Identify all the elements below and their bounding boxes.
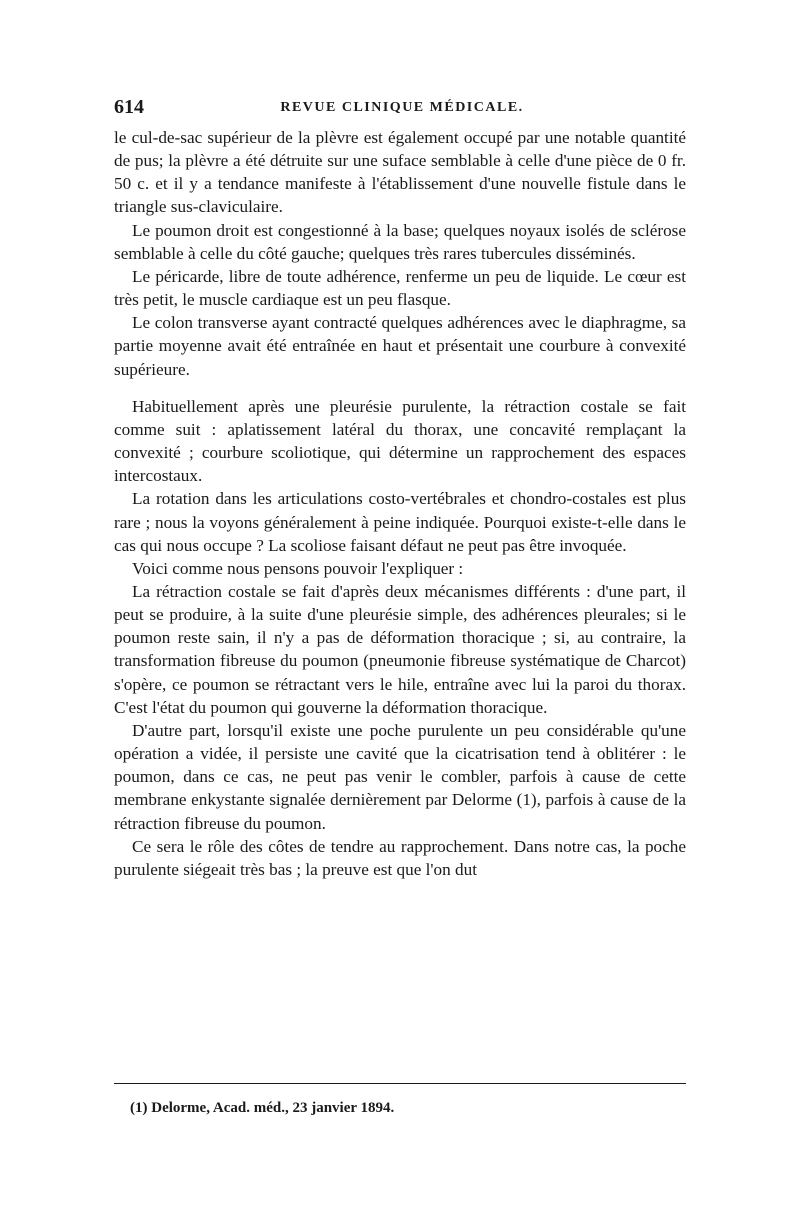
paragraph: D'autre part, lorsqu'il existe une poche purulente un peu considérable qu'une opération a vidée, il persiste une cavité que la cicatrisation tend à oblitérer : le poumon, dans ce cas, ne peut pas venir le combler, parfois à cause de cette membrane enkystante signalée dernièrement par Delorme (1), parfois à cause de la rétraction fibreuse du poumon.	[114, 720, 686, 833]
paragraph: Ce sera le rôle des côtes de tendre au rapprochement. Dans notre cas, la poche purulente siégeait très bas ; la preuve est que l'on dut	[114, 836, 686, 879]
paragraph: Le colon transverse ayant contracté quelques adhérences avec le diaphragme, sa partie moyenne avait été entraînée en haut et présentait une courbure à convexité supérieure.	[114, 313, 686, 379]
page-header	[114, 96, 690, 124]
footnote-divider	[114, 1083, 686, 1084]
body-text	[114, 126, 686, 881]
paragraph: Habituellement après une pleurésie purulente, la rétraction costale se fait comme suit : aplatissement latéral du thorax, une concavité remplaçant la convexité ; courbure scoliotique, qui détermine un rapprochement des espaces intercostaux.	[114, 396, 686, 486]
running-title: REVUE CLINIQUE MÉDICALE.	[280, 100, 524, 115]
paragraph: Le péricarde, libre de toute adhérence, renferme un peu de liquide. Le cœur est très petit, le muscle cardiaque est un peu flasque.	[114, 266, 686, 310]
paragraph: Voici comme nous pensons pouvoir l'expliquer :	[132, 558, 464, 578]
paragraph: La rétraction costale se fait d'après deux mécanismes différents : d'une part, il peut se produire, à la suite d'une pleurésie simple, des adhérences pleurales; si le poumon reste sain, il n'y a pas de déformation thoracique ; si, au contraire, la transformation fibreuse du poumon (pneumonie fibreuse systématique de Charcot) s'opère, ce poumon se rétractant vers le hile, entraîne avec lui la paroi du thorax. C'est l'état du poumon qui gouverne la déformation thoracique.	[114, 581, 686, 717]
paragraph-continuation: le cul-de-sac supérieur de la plèvre est également occupé par une notable quantité de pus; la plèvre a été détruite sur une suface semblable à celle d'une pièce de 0 fr. 50 c. et il y a tendance manifeste à l'établissement d'une nouvelle fistule dans le triangle sus-claviculaire.	[114, 128, 686, 217]
paragraph: Le poumon droit est congestionné à la base; quelques noyaux isolés de sclérose semblable à celle du côté gauche; quelques très rares tubercules disséminés.	[114, 220, 686, 263]
page-number: 614	[114, 96, 144, 118]
footnote: (1) Delorme, Acad. méd., 23 janvier 1894.	[130, 1100, 395, 1116]
paragraph: La rotation dans les articulations costo-vertébrales et chondro-costales est plus rare ; nous la voyons généralement à peine indiquée. Pourquoi existe-t-elle dans le cas qui nous occupe ? La scoliose faisant défaut ne peut pas être invoquée.	[114, 489, 686, 555]
